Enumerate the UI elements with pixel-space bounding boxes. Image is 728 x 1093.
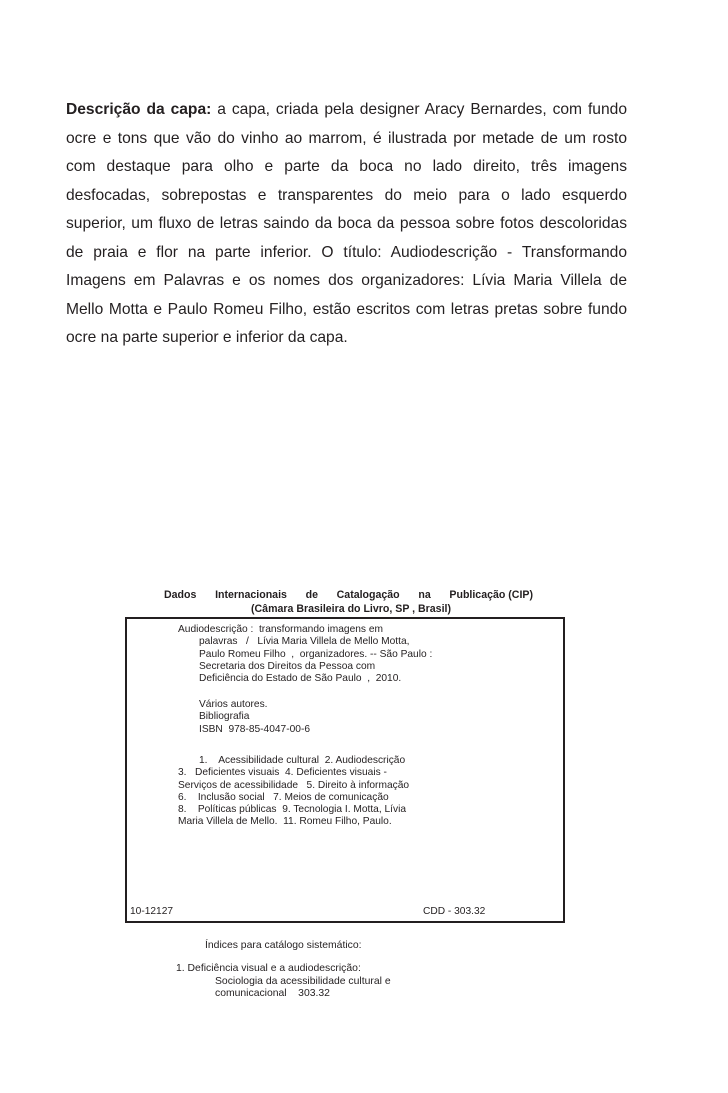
catalog-entry-line: Secretaria dos Direitos da Pessoa com — [199, 660, 376, 672]
catalog-entry — [178, 624, 448, 685]
cip-header-word: Publicação (CIP) — [449, 589, 533, 601]
catalog-subject-line: 3. Deficientes visuais 4. Deficientes visuais - — [178, 767, 387, 779]
catalog-isbn: ISBN 978-85-4047-00-6 — [199, 723, 310, 735]
systematic-index — [176, 940, 391, 1000]
systematic-index-subline: Sociologia da acessibilidade cultural e — [215, 975, 391, 987]
catalog-entry-line: Deficiência do Estado de São Paulo , 2010. — [199, 673, 402, 685]
cip-header-line2: (Câmara Brasileira do Livro, SP , Brasil) — [251, 603, 451, 615]
cip-catalog-card — [125, 617, 565, 923]
catalog-cdd: CDD - 303.32 — [423, 905, 486, 917]
systematic-index-entry: 1. Deficiência visual e a audiodescrição: — [176, 963, 361, 975]
cip-header-word: Catalogação — [336, 589, 400, 601]
cip-header-word: na — [418, 589, 431, 601]
cip-header-word: Dados — [164, 589, 197, 601]
catalog-note: Bibliografia — [199, 711, 250, 723]
cover-description-text: a capa, criada pela designer Aracy Bernardes, com fundo ocre e tons que vão do vinho ao marrom, é ilustrada por metade de um rosto com destaque para olho e parte da boca no lado direito, três imagens desfocadas, sobrepostas e transparentes do meio para o lado esquerdo superior, um fluxo de letras saindo da boca da pessoa sobre fotos descoloridas de praia e flor na parte inferior. O título: Audiodescrição - Transformando Imagens em Palavras e os nomes dos organizadores: Lívia Maria Villela de Mello Motta e Paulo Romeu Filho, estão escritos com letras pretas sobre fundo ocre na parte superior e inferior da capa. — [66, 101, 627, 346]
catalog-subject-line: 1. Acessibilidade cultural 2. Audiodescrição — [199, 755, 406, 766]
catalog-entry-line: Audiodescrição : transformando imagens em — [178, 624, 383, 635]
cover-description-label: Descrição da capa: — [66, 101, 212, 118]
catalog-subject-line: 8. Políticas públicas 9. Tecnologia I. Motta, Lívia — [178, 804, 407, 816]
catalog-subjects — [178, 755, 448, 829]
cover-description — [66, 96, 627, 353]
catalog-subject-line: 6. Inclusão social 7. Meios de comunicação — [178, 791, 389, 803]
cip-header — [128, 588, 574, 616]
catalog-notes — [199, 699, 310, 736]
systematic-index-subline: comunicacional 303.32 — [215, 987, 330, 999]
catalog-entry-line: Paulo Romeu Filho , organizadores. -- São Paulo : — [199, 648, 433, 660]
catalog-subject-line: Maria Villela de Mello. 11. Romeu Filho, Paulo. — [178, 816, 392, 828]
catalog-record-number: 10-12127 — [130, 905, 174, 917]
catalog-subject-line: Serviços de acessibilidade 5. Direito à informação — [178, 779, 410, 791]
systematic-index-title: Índices para catálogo sistemático: — [205, 940, 362, 951]
cip-header-word: Internacionais — [215, 589, 287, 601]
catalog-note: Vários autores. — [199, 699, 268, 710]
catalog-entry-line: palavras / Lívia Maria Villela de Mello Motta, — [199, 636, 410, 648]
cip-header-word: de — [305, 589, 318, 601]
